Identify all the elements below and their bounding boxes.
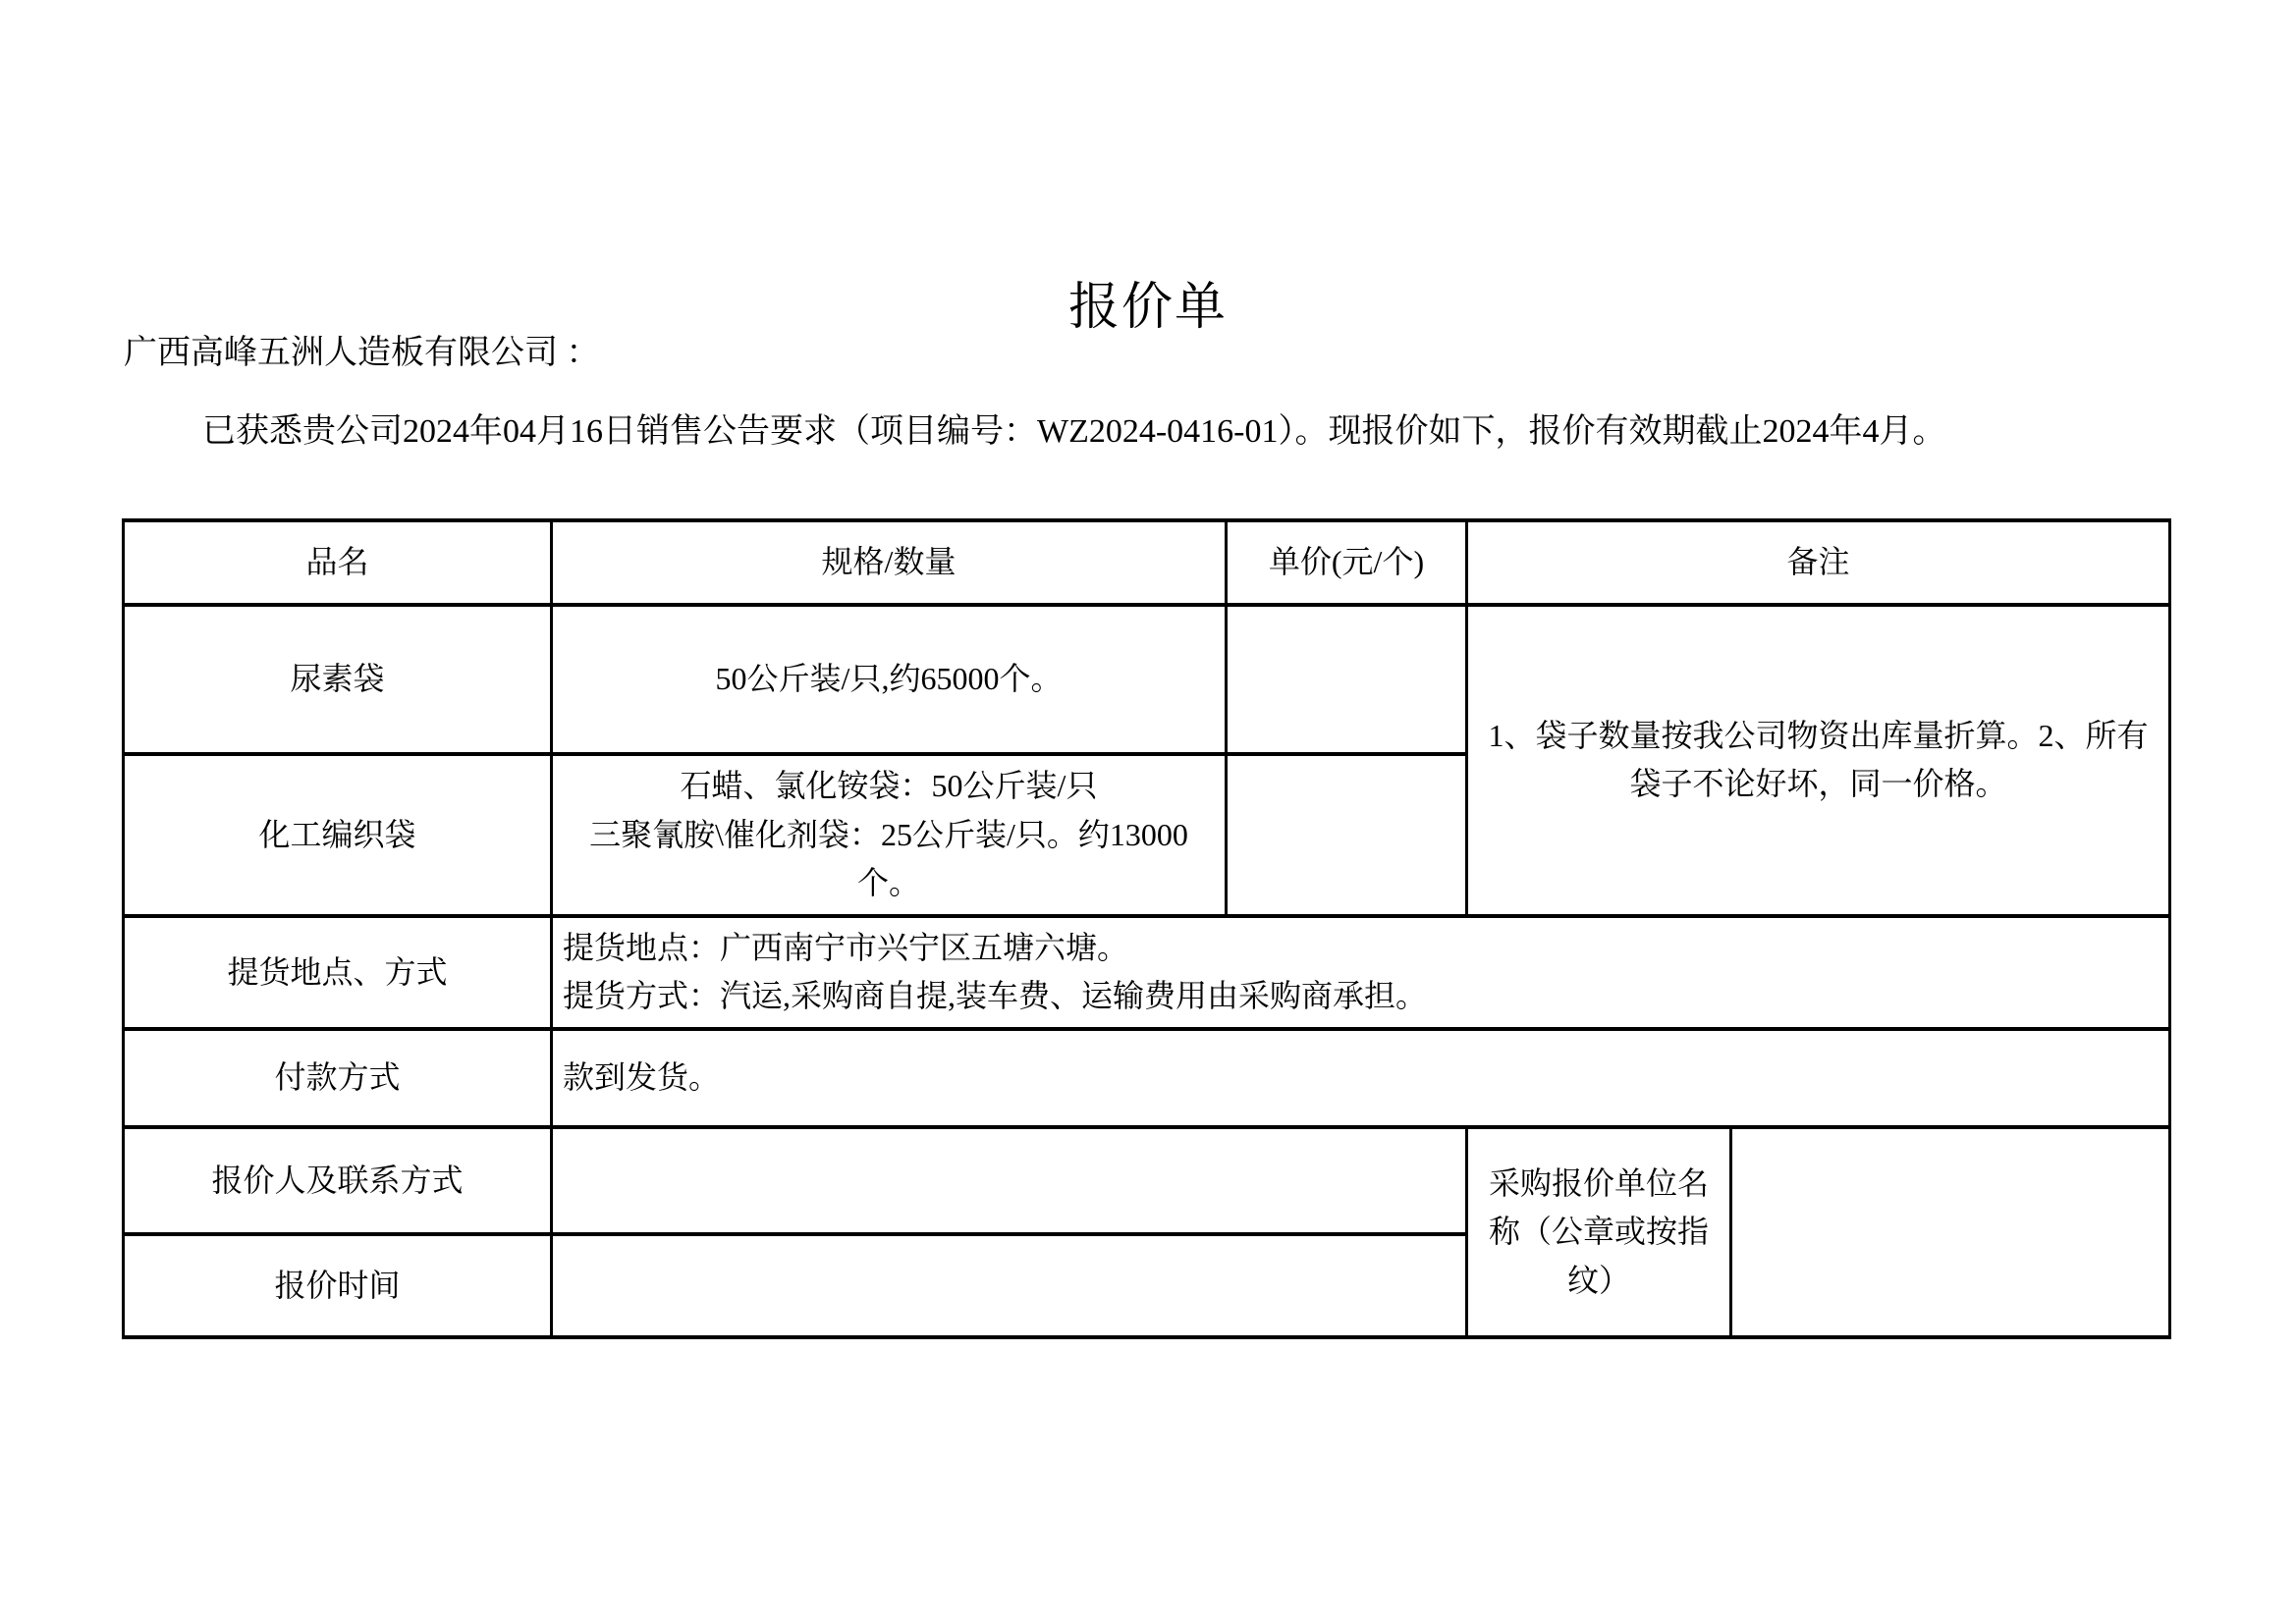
quote-time-label-cell: 报价时间 [124, 1234, 552, 1337]
quoter-value-cell [552, 1127, 1467, 1234]
purchaser-unit-signature-cell [1731, 1127, 2170, 1337]
remark-cell: 1、袋子数量按我公司物资出库量折算。2、所有袋子不论好坏，同一价格。 [1467, 605, 2170, 916]
pickup-line: 提货方式：汽运,采购商自提,装车费、运输费用由采购商承担。 [563, 978, 1428, 1014]
table-row-pickup [124, 916, 2170, 1029]
spec-line: 三聚氰胺\催化剂袋：25公斤装/只。约13000个。 [589, 816, 1188, 901]
spec-cell: 50公斤装/只,约65000个。 [552, 605, 1227, 754]
addressee-line: 广西高峰五洲人造板有限公司 ： [124, 335, 600, 371]
header-unit-price: 单价(元/个) [1227, 520, 1467, 605]
quotation-table [122, 518, 2171, 1339]
pickup-label-cell: 提货地点、方式 [124, 916, 552, 1029]
pickup-line: 提货地点：广西南宁市兴宁区五塘六塘。 [563, 929, 1129, 965]
spec-line: 石蜡、氯化铵袋：50公斤装/只 [680, 768, 1098, 803]
quote-time-value-cell [552, 1234, 1467, 1337]
quoter-label-cell: 报价人及联系方式 [124, 1127, 552, 1234]
payment-value-cell: 款到发货。 [552, 1029, 2170, 1127]
spec-cell [552, 754, 1227, 916]
page-title: 报价单 [1067, 280, 1228, 336]
purchaser-unit-label-cell: 采购报价单位名称（公章或按指纹） [1467, 1127, 1731, 1337]
pickup-value-cell [552, 916, 2170, 1029]
table-header-row [124, 520, 2170, 605]
header-remark: 备注 [1467, 520, 2170, 605]
intro-paragraph: 已获悉贵公司2024年04月16日销售公告要求（项目编号：WZ2024-0416-01）。现报价如下，报价有效期截止2024年4月。 [202, 413, 1946, 450]
unit-price-cell [1227, 754, 1467, 916]
table-row-quoter [124, 1127, 2170, 1234]
table-row-urea-bag [124, 605, 2170, 754]
header-spec-quantity: 规格/数量 [552, 520, 1227, 605]
table-row-payment [124, 1029, 2170, 1127]
product-name-cell: 化工编织袋 [124, 754, 552, 916]
product-name-cell: 尿素袋 [124, 605, 552, 754]
unit-price-cell [1227, 605, 1467, 754]
payment-label-cell: 付款方式 [124, 1029, 552, 1127]
header-product-name: 品名 [124, 520, 552, 605]
